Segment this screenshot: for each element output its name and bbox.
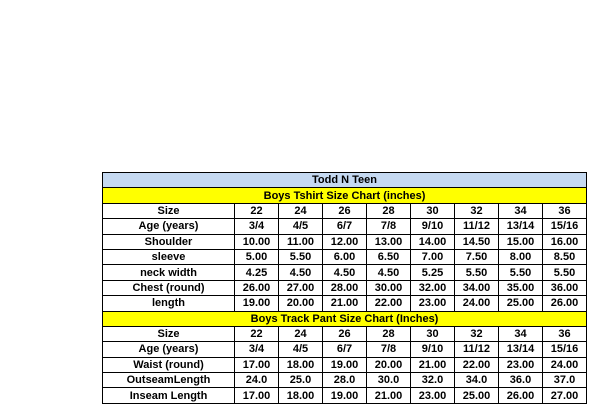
trackpant-cell: 20.00 [367,357,411,372]
tshirt-cell: 5.50 [455,265,499,280]
trackpant-cell: 26 [323,326,367,341]
trackpant-row-label: Size [103,326,235,341]
tshirt-cell: 7.50 [455,249,499,264]
trackpant-cell: 3/4 [235,342,279,357]
tshirt-cell: 8.00 [499,249,543,264]
trackpant-row [103,326,587,341]
tshirt-cell: 13.00 [367,234,411,249]
tshirt-cell: 5.50 [543,265,587,280]
tshirt-cell: 27.00 [279,280,323,295]
trackpant-cell: 11/12 [455,342,499,357]
tshirt-cell: 20.00 [279,296,323,311]
tshirt-cell: 36.00 [543,280,587,295]
tshirt-cell: 24 [279,203,323,218]
trackpant-cell: 25.00 [455,388,499,403]
tshirt-row [103,219,587,234]
trackpant-cell: 17.00 [235,357,279,372]
trackpant-cell: 32.0 [411,373,455,388]
tshirt-cell: 15/16 [543,219,587,234]
tshirt-cell: 25.00 [499,296,543,311]
trackpant-cell: 24.00 [543,357,587,372]
trackpant-cell: 17.00 [235,388,279,403]
tshirt-cell: 21.00 [323,296,367,311]
tshirt-row-label: Shoulder [103,234,235,249]
tshirt-row-label: Age (years) [103,219,235,234]
trackpant-cell: 25.0 [279,373,323,388]
tshirt-cell: 16.00 [543,234,587,249]
tshirt-cell: 28 [367,203,411,218]
trackpant-cell: 36 [543,326,587,341]
tshirt-row [103,249,587,264]
trackpant-cell: 24 [279,326,323,341]
tshirt-cell: 4.25 [235,265,279,280]
tshirt-cell: 4.50 [279,265,323,280]
tshirt-section-row [103,188,587,203]
tshirt-cell: 36 [543,203,587,218]
brand-title: Todd N Teen [103,173,587,188]
tshirt-cell: 34 [499,203,543,218]
trackpant-row-label: Inseam Length [103,388,235,403]
tshirt-cell: 30 [411,203,455,218]
trackpant-cell: 9/10 [411,342,455,357]
trackpant-cell: 34 [499,326,543,341]
tshirt-cell: 13/14 [499,219,543,234]
tshirt-row-label: Chest (round) [103,280,235,295]
tshirt-cell: 22 [235,203,279,218]
tshirt-cell: 4.50 [323,265,367,280]
trackpant-section-row [103,311,587,326]
tshirt-cell: 3/4 [235,219,279,234]
trackpant-cell: 34.0 [455,373,499,388]
trackpant-cell: 4/5 [279,342,323,357]
tshirt-cell: 28.00 [323,280,367,295]
tshirt-row-label: Size [103,203,235,218]
trackpant-cell: 6/7 [323,342,367,357]
trackpant-cell: 30 [411,326,455,341]
tshirt-cell: 4.50 [367,265,411,280]
tshirt-cell: 34.00 [455,280,499,295]
tshirt-cell: 19.00 [235,296,279,311]
tshirt-cell: 30.00 [367,280,411,295]
tshirt-row-label: sleeve [103,249,235,264]
tshirt-cell: 6.50 [367,249,411,264]
trackpant-cell: 26.00 [499,388,543,403]
size-chart-body [103,173,587,404]
tshirt-row-label: neck width [103,265,235,280]
tshirt-row [103,296,587,311]
trackpant-row [103,342,587,357]
tshirt-cell: 5.50 [499,265,543,280]
tshirt-cell: 11.00 [279,234,323,249]
tshirt-cell: 6/7 [323,219,367,234]
trackpant-cell: 22 [235,326,279,341]
tshirt-row-label: length [103,296,235,311]
trackpant-row-label: Age (years) [103,342,235,357]
trackpant-cell: 27.00 [543,388,587,403]
tshirt-row [103,234,587,249]
trackpant-cell: 24.0 [235,373,279,388]
tshirt-cell: 22.00 [367,296,411,311]
trackpant-cell: 32 [455,326,499,341]
trackpant-cell: 28 [367,326,411,341]
tshirt-cell: 26.00 [235,280,279,295]
trackpant-cell: 18.00 [279,357,323,372]
trackpant-cell: 23.00 [499,357,543,372]
trackpant-row-label: Waist (round) [103,357,235,372]
tshirt-cell: 5.00 [235,249,279,264]
trackpant-cell: 21.00 [411,357,455,372]
tshirt-cell: 32 [455,203,499,218]
trackpant-row [103,373,587,388]
tshirt-cell: 11/12 [455,219,499,234]
tshirt-row [103,280,587,295]
tshirt-cell: 14.50 [455,234,499,249]
trackpant-cell: 19.00 [323,388,367,403]
trackpant-row [103,388,587,403]
tshirt-cell: 10.00 [235,234,279,249]
trackpant-cell: 22.00 [455,357,499,372]
tshirt-cell: 32.00 [411,280,455,295]
trackpant-cell: 21.00 [367,388,411,403]
tshirt-cell: 7/8 [367,219,411,234]
tshirt-cell: 23.00 [411,296,455,311]
tshirt-cell: 4/5 [279,219,323,234]
trackpant-cell: 37.0 [543,373,587,388]
trackpant-row [103,357,587,372]
trackpant-row-label: OutseamLength [103,373,235,388]
trackpant-section-title: Boys Track Pant Size Chart (Inches) [103,311,587,326]
tshirt-cell: 6.00 [323,249,367,264]
tshirt-cell: 5.25 [411,265,455,280]
trackpant-cell: 19.00 [323,357,367,372]
trackpant-cell: 23.00 [411,388,455,403]
tshirt-cell: 9/10 [411,219,455,234]
tshirt-cell: 26.00 [543,296,587,311]
tshirt-cell: 14.00 [411,234,455,249]
trackpant-cell: 18.00 [279,388,323,403]
tshirt-cell: 5.50 [279,249,323,264]
trackpant-cell: 13/14 [499,342,543,357]
tshirt-cell: 12.00 [323,234,367,249]
tshirt-row [103,203,587,218]
trackpant-cell: 7/8 [367,342,411,357]
size-chart-table [102,172,587,404]
tshirt-row [103,265,587,280]
tshirt-cell: 8.50 [543,249,587,264]
trackpant-cell: 30.0 [367,373,411,388]
tshirt-cell: 24.00 [455,296,499,311]
trackpant-cell: 28.0 [323,373,367,388]
tshirt-cell: 26 [323,203,367,218]
tshirt-section-title: Boys Tshirt Size Chart (inches) [103,188,587,203]
tshirt-cell: 7.00 [411,249,455,264]
tshirt-cell: 15.00 [499,234,543,249]
trackpant-cell: 15/16 [543,342,587,357]
trackpant-cell: 36.0 [499,373,543,388]
brand-row [103,173,587,188]
tshirt-cell: 35.00 [499,280,543,295]
